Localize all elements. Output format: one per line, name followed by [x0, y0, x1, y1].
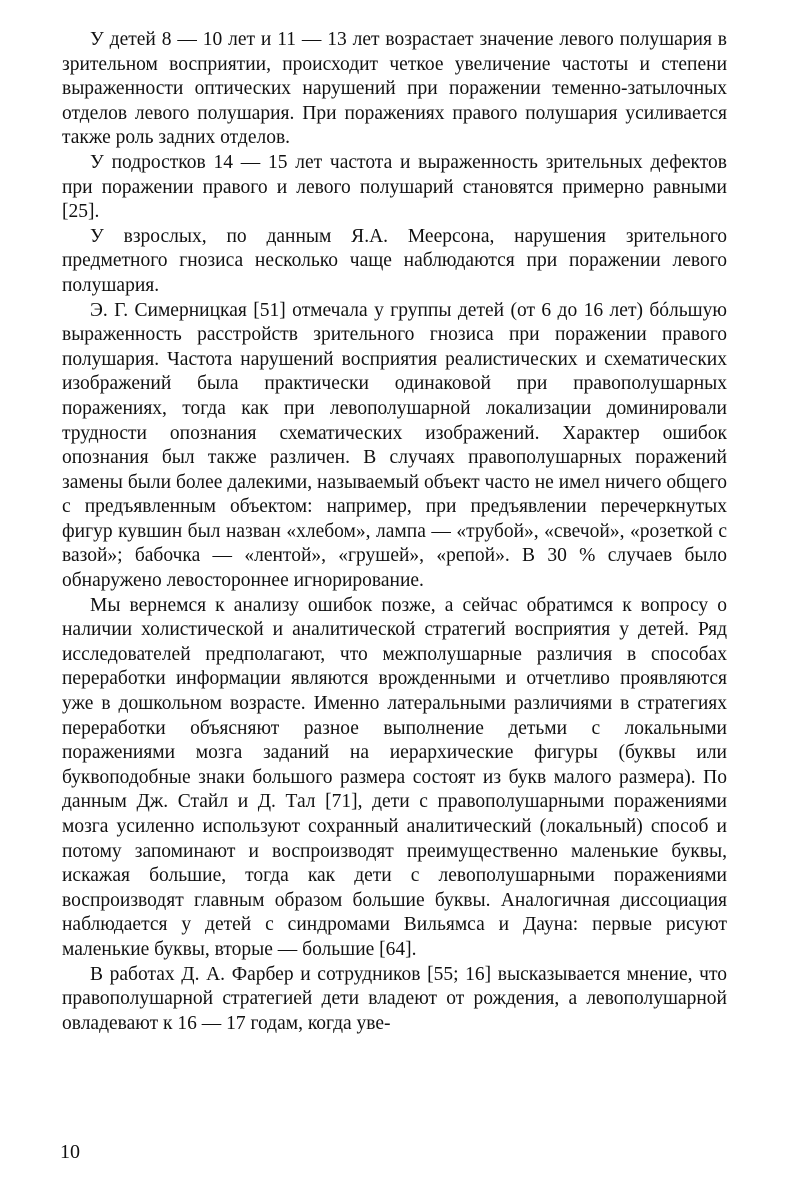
paragraph: У взрослых, по данным Я.А. Меерсона, нарушения зрительного предметного гнозиса несколько чаще наблюдаются при поражении левого полушария. [62, 225, 727, 296]
paragraph: Мы вернемся к анализу ошибок позже, а сейчас обратимся к вопросу о наличии холистической и аналитической стратегий восприятия у детей. Ряд исследователей предполагают, что межполушарные различия в способах переработки информации являются врожденными и отчетливо проявляются уже в дошкольном возрасте. Именно латеральными различиями в стратегиях переработки объясняют разное выполнение детьми с локальными поражениями мозга заданий на иерархические фигуры (буквы или буквоподобные знаки большого размера состоят из букв малого размера). По данным Дж. Стайл и Д. Тал [71], дети с правополушарными поражениями мозга усиленно используют сохранный аналитический (локальный) способ и потому запоминают и воспроизводят преимущественно маленькие буквы, искажая большие, тогда как дети с левополушарными поражениями воспроизводят главным образом большие буквы. Аналогичная диссоциация наблюдается у детей с синдромами Вильямса и Дауна: первые рисуют маленькие буквы, вторые — большие [64]. [62, 594, 727, 960]
page-body [62, 28, 727, 1036]
paragraph: У детей 8 — 10 лет и 11 — 13 лет возрастает значение левого полушария в зрительном восприятии, происходит четкое увеличение частоты и степени выраженности оптических нарушений при поражении теменно-затылочных отделов левого полушария. При поражениях правого полушария усиливается также роль задних отделов. [62, 29, 727, 149]
page-number: 10 [60, 1141, 80, 1163]
paragraph: В работах Д. А. Фарбер и сотрудников [55; 16] высказывается мнение, что правополушарной стратегией дети владеют от рождения, а левополушарной овладевают к 16 — 17 годам, когда уве- [62, 963, 727, 1034]
paragraph: Э. Г. Симерницкая [51] отмечала у группы детей (от 6 до 16 лет) бóльшую выраженность расстройств зрительного гнозиса при поражении правого полушария. Частота нарушений восприятия реалистических и схематических изображений была практически одинаковой при правополушарных поражениях, тогда как при левополушарной локализации доминировали трудности опознания схематических изображений. Характер ошибок опознания был также различен. В случаях правополушарных поражений замены были более далекими, называемый объект часто не имел ничего общего с предъявленным объектом: например, при предъявлении перечеркнутых фигур кувшин был назван «хлебом», лампа — «трубой», «свечой», «розеткой с вазой»; бабочка — «лентой», «грушей», «репой». В 30 % случаев было обнаружено левостороннее игнорирование. [62, 299, 727, 592]
paragraph: У подростков 14 — 15 лет частота и выраженность зрительных дефектов при поражении правого и левого полушарий становятся примерно равными [25]. [62, 151, 727, 223]
